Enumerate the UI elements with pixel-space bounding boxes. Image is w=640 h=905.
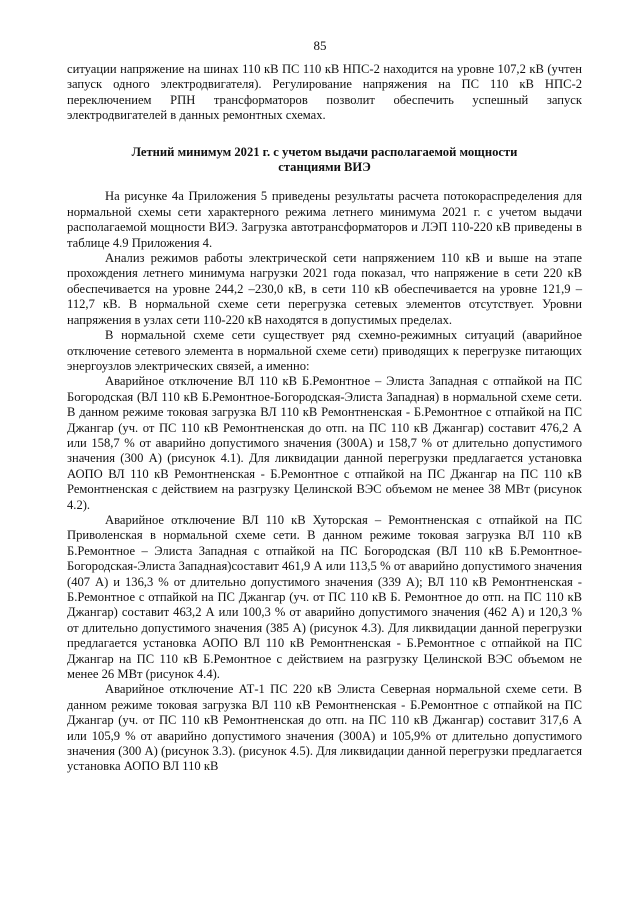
paragraph-analysis: Анализ режимов работы электрической сети напряжением 110 кВ и выше на этапе прохождения летнего минимума нагрузки 2021 года показал, что напряжение в сети 220 кВ обеспечивается на уровне 244,2 –230,0 кВ, в сети 110 кВ обеспечивается на уровне 121,9 – 112,7 кВ. В нормальной схеме сети перегрузка сетевых элементов отсутствует. Уровни напряжения в узлах сети 110-220 кВ находятся в допустимых пределах. bbox=[67, 251, 582, 327]
paragraph-situations-intro: В нормальной схеме сети существует ряд схемно-режимных ситуаций (аварийное отключение сетевого элемента в нормальной схеме сети) приводящих к перегрузке питающих энергоузлов электрических связей, а именно: bbox=[67, 328, 582, 373]
section-heading-line-2: станциями ВИЭ bbox=[278, 160, 371, 175]
section-heading bbox=[67, 145, 582, 176]
paragraph-continuation: ситуации напряжение на шинах 110 кВ ПС 110 кВ НПС-2 находится на уровне 107,2 кВ (учтен запуск одного электродвигателя). Регулирование напряжения на ПС 110 кВ НПС-2 переключением РПН трансформаторов позволит обеспечить успешный запуск электродвигателей в данных ремонтных схемах. bbox=[67, 62, 582, 123]
paragraph-situation-3: Аварийное отключение АТ-1 ПС 220 кВ Элиста Северная нормальной схеме сети. В данном режиме токовая загрузка ВЛ 110 кВ Ремонтненская - Б.Ремонтное с отпайкой на ПС Джангар (уч. от ПС 110 кВ Ремонтненская до отп. на ПС 110 кВ Джангар) составит 317,6 А или 105,9 % от аварийно допустимого значения (300А) и 105,9% от длительно допустимого значения (300 А) (рисунок 3.3). (рисунок 4.5). Для ликвидации данной перегрузки предлагается установка АОПО ВЛ 110 кВ bbox=[67, 682, 582, 774]
page-content bbox=[67, 62, 582, 775]
paragraph-situation-1: Аварийное отключение ВЛ 110 кВ Б.Ремонтное – Элиста Западная с отпайкой на ПС Богородская (ВЛ 110 кВ Б.Ремонтное-Богородская-Элиста Западная) в нормальной схеме сети. В данном режиме токовая загрузка ВЛ 110 кВ Ремонтненская - Б.Ремонтное с отпайкой на ПС Джангар (уч. от ПС 110 кВ Ремонтненская до отп. на ПС 110 кВ Джангар) составит 476,2 А или 158,7 % от аварийно допустимого значения (300А) и 158,7 % от длительно допустимого значения (300 А) (рисунок 4.1). Для ликвидации данной перегрузки предлагается установка АОПО ВЛ 110 кВ Ремонтненская - Б.Ремонтное с отпайкой на ПС Джангар на ПС 110 кВ Ремонтненская с действием на разгрузку Целинской ВЭС объемом не менее 38 МВт (рисунок 4.2). bbox=[67, 374, 582, 512]
page-number: 85 bbox=[313, 38, 327, 53]
paragraph-situation-2: Аварийное отключение ВЛ 110 кВ Хуторская – Ремонтненская с отпайкой на ПС Приволенская в нормальной схеме сети. В данном режиме токовая загрузка ВЛ 110 кВ Б.Ремонтное – Элиста Западная с отпайкой на ПС Богородская (ВЛ 110 кВ Б.Ремонтное-Богородская-Элиста Западная)составит 461,9 А или 113,5 % от аварийно допустимого значения (407 А) и 136,3 % от длительно допустимого значения (339 А); ВЛ 110 кВ Ремонтненская - Б.Ремонтное с отпайкой на ПС Джангар (уч. от ПС 110 кВ Б. Ремонтное до отп. на ПС 110 кВ Джангар) составит 463,2 А или 100,3 % от аварийно допустимого значения (462 А) и 120,3 % от длительно допустимого значения (385 А) (рисунок 4.3). Для ликвидации данной перегрузки предлагается установка АОПО ВЛ 110 кВ Ремонтненская - Б.Ремонтное с отпайкой на ПС Джангар на ПС 110 кВ Б.Ремонтное с действием на разгрузку Целинской ВЭС объемом не менее 26 МВт (рисунок 4.4). bbox=[67, 512, 582, 682]
section-heading-line-1: Летний минимум 2021 г. с учетом выдачи располагаемой мощности bbox=[131, 144, 518, 159]
paragraph-figure-reference: На рисунке 4а Приложения 5 приведены результаты расчета потокораспределения для нормальной схемы сети характерного режима летнего минимума 2021 г. с учетом выдачи располагаемой мощности ВИЭ. Загрузка автотрансформаторов и ЛЭП 110-220 кВ приведены в таблице 4.9 Приложения 4. bbox=[67, 189, 582, 250]
